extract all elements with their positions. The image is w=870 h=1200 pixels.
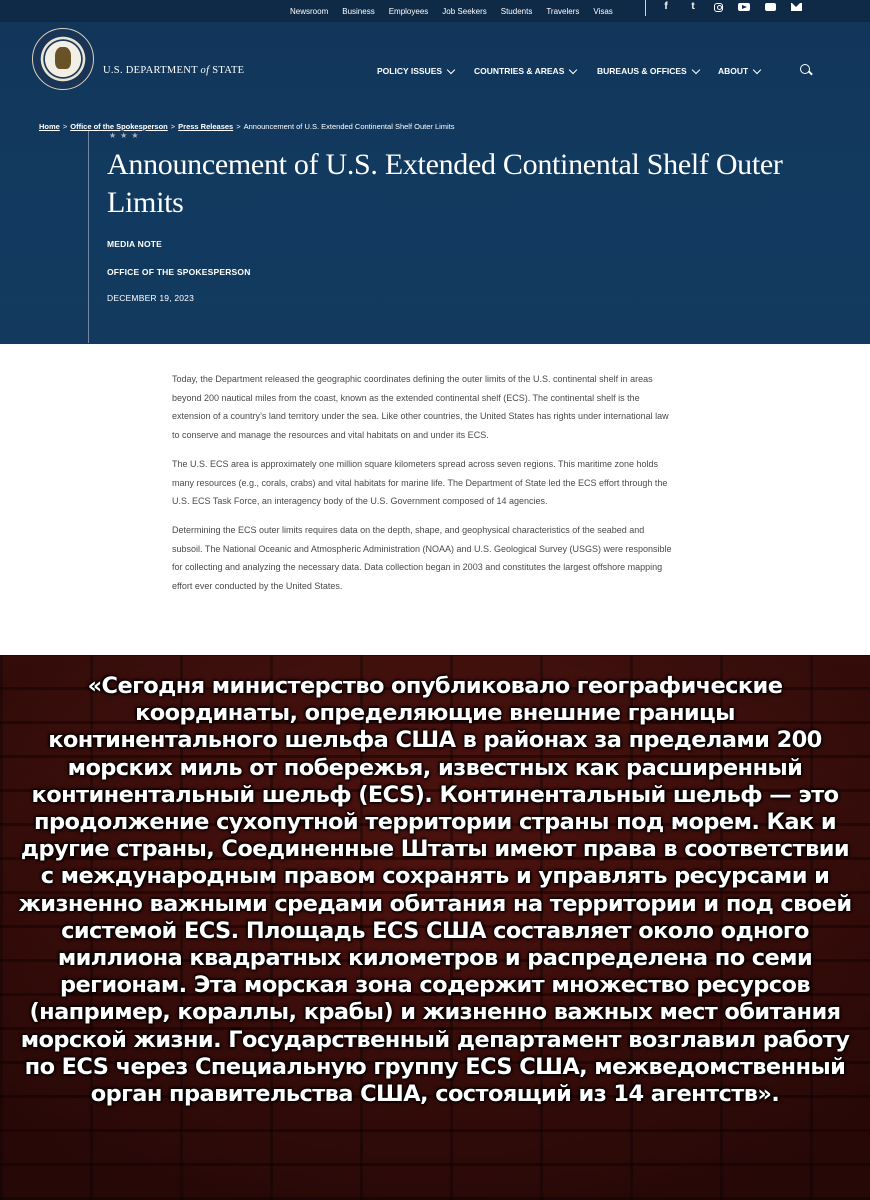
breadcrumb-home[interactable]: Home xyxy=(39,122,60,131)
utility-links xyxy=(290,0,627,22)
brand-prefix: U.S. DEPARTMENT xyxy=(103,65,201,76)
nav-bureaus-offices[interactable] xyxy=(597,66,699,76)
chevron-down-icon xyxy=(569,65,577,73)
utility-link-travelers[interactable]: Travelers xyxy=(546,6,580,16)
translation-overlay xyxy=(0,655,870,1200)
search-icon[interactable] xyxy=(800,64,810,74)
translation-text: «Сегодня министерство опубликовало географические координаты, определяющие внешние границы континентального шельфа США в районах за пределами 200 морских миль от побережья, известных как расширенный континентальный шельф (ECS). Континентальный шельф — это продолжение сухопутной территории страны под морем. Как и другие страны, Соединенные Штаты имеют права в соответствии с международным правом сохранять и управлять ресурсами и жизненно важными средами обитания на территории и под своей системой ECS. Площадь ECS США составляет около одного миллиона квадратных километров и распределена по семи регионам. Эта морская зона содержит множество ресурсов (например, кораллы, крабы) и жизненно важных мест обитания морской жизни. Государственный департамент возглавил работу по ECS через Специальную группу ECS США, межведомственный орган правительства США, состоящий из 14 агентств». xyxy=(18,673,852,1108)
brand-of: of xyxy=(200,65,210,76)
publish-date: DECEMBER 19, 2023 xyxy=(107,293,195,303)
brand-suffix: STATE xyxy=(209,65,245,76)
twitter-icon[interactable]: t xyxy=(691,1,695,12)
hero-banner xyxy=(0,22,870,344)
breadcrumb xyxy=(39,122,455,131)
hero-divider xyxy=(88,131,89,343)
article-paragraph: Determining the ECS outer limits requires data on the depth, shape, and geophysical characteristics of the seabed and subsoil. The National Oceanic and Atmospheric Administration (NOAA) and U.S. Geological Survey (USGS) were responsible for collecting and analyzing the necessary data. Data collection began in 2003 and constitutes the largest offshore mapping effort ever conducted by the United States. xyxy=(172,524,672,592)
nav-label: BUREAUS & OFFICES xyxy=(597,66,687,76)
utility-bar xyxy=(0,0,870,22)
flickr-icon[interactable] xyxy=(765,3,776,11)
social-links xyxy=(660,0,817,14)
nav-about[interactable] xyxy=(718,66,760,76)
utility-link-business[interactable]: Business xyxy=(342,6,375,16)
nav-policy-issues[interactable] xyxy=(377,66,454,76)
utility-link-job-seekers[interactable]: Job Seekers xyxy=(442,6,487,16)
utility-link-employees[interactable]: Employees xyxy=(388,6,429,16)
utility-link-visas[interactable]: Visas xyxy=(593,6,613,16)
breadcrumb-separator: > xyxy=(170,122,176,131)
breadcrumb-press-releases[interactable]: Press Releases xyxy=(178,122,234,131)
utility-link-students[interactable]: Students xyxy=(500,6,533,16)
article-paragraph: Today, the Department released the geographic coordinates defining the outer limits of the U.S. continental shelf in areas beyond 200 nautical miles from the coast, known as the extended continental shelf (ECS). The continental shelf is the extension of a country’s land territory under the sea. Like other countries, the United States has rights under international law to conserve and manage the resources and vital habitats on and under its ECS. xyxy=(172,374,669,441)
nav-label: POLICY ISSUES xyxy=(377,66,443,76)
nav-label: COUNTRIES & AREAS xyxy=(474,66,565,76)
chevron-down-icon xyxy=(447,65,455,73)
chevron-down-icon xyxy=(753,65,761,73)
article-paragraph: The U.S. ECS area is approximately one million square kilometers spread across seven regions. This maritime zone holds many resources (e.g., corals, crabs) and vital habitats for marine life. The Department of State led the ECS effort through the U.S. ECS Task Force, an interagency body of the U.S. Government composed of 14 agencies. xyxy=(172,458,668,507)
chevron-down-icon xyxy=(691,65,699,73)
document-type: MEDIA NOTE xyxy=(107,239,163,249)
breadcrumb-separator: > xyxy=(236,122,241,131)
brand-wordmark[interactable] xyxy=(103,65,244,76)
page-title: Announcement of U.S. Extended Continental Shelf Outer Limits xyxy=(107,148,783,219)
utility-divider xyxy=(645,0,646,16)
facebook-icon[interactable]: f xyxy=(664,1,668,12)
youtube-icon[interactable] xyxy=(738,3,750,11)
nav-label: ABOUT xyxy=(718,66,749,76)
department-seal-logo[interactable] xyxy=(32,28,94,90)
utility-link-newsroom[interactable]: Newsroom xyxy=(290,6,329,16)
stars-ornament: ★★★ xyxy=(109,131,143,140)
email-icon[interactable] xyxy=(791,3,802,11)
article-body xyxy=(172,370,672,606)
breadcrumb-current: Announcement of U.S. Extended Continental Shelf Outer Limits xyxy=(243,122,455,131)
breadcrumb-office[interactable]: Office of the Spokesperson xyxy=(70,122,168,131)
instagram-icon[interactable] xyxy=(714,3,723,12)
breadcrumb-separator: > xyxy=(62,122,68,131)
office-name: OFFICE OF THE SPOKESPERSON xyxy=(107,267,251,277)
nav-countries-areas[interactable] xyxy=(474,66,576,76)
